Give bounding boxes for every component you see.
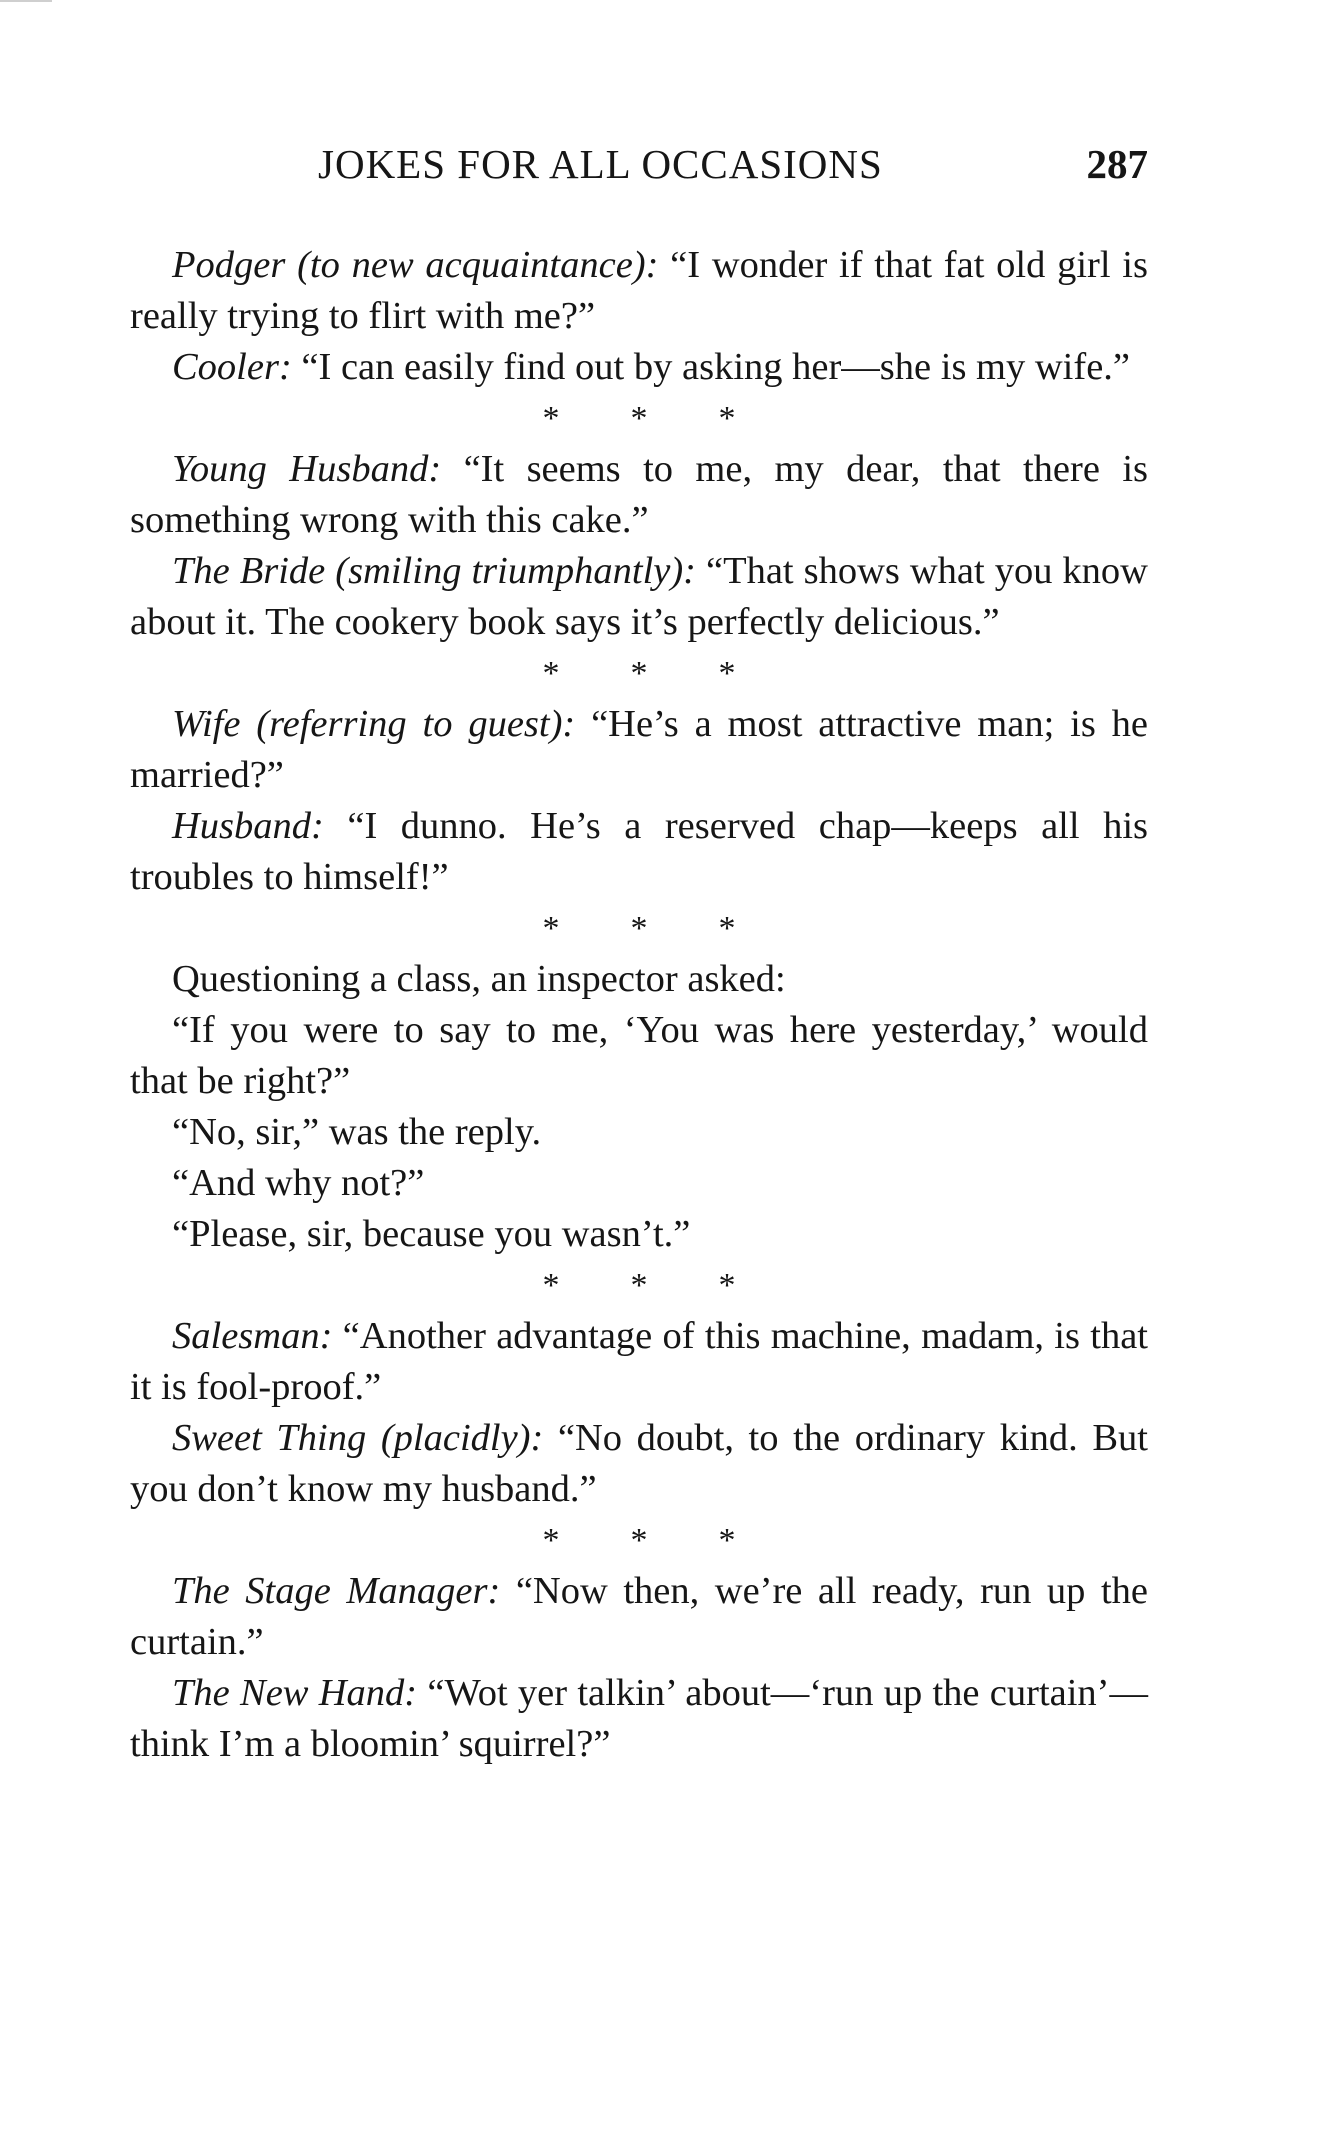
asterisk: * — [718, 400, 736, 437]
dialogue-text: “Please, sir, because you wasn’t.” — [172, 1213, 691, 1255]
page-header — [130, 140, 1148, 196]
asterisk: * — [630, 1522, 648, 1559]
asterisk: * — [542, 1267, 560, 1304]
asterisk: * — [630, 655, 648, 692]
running-title: JOKES FOR ALL OCCASIONS — [318, 141, 883, 187]
asterisk: * — [718, 1267, 736, 1304]
asterisk: * — [718, 910, 736, 947]
speaker-label: The Bride (smiling triumphantly): — [172, 550, 696, 592]
speaker-label: Cooler: — [172, 346, 292, 388]
dialogue-line — [130, 240, 1148, 342]
asterisk: * — [718, 655, 736, 692]
dialogue-text: “If you were to say to me, ‘You was here yesterday,’ would that be right?” — [130, 1009, 1148, 1102]
speaker-label: Wife (referring to guest): — [172, 703, 576, 745]
asterisk: * — [542, 1522, 560, 1559]
dialogue-line — [130, 699, 1148, 801]
asterisk: * — [630, 1267, 648, 1304]
speaker-label: Salesman: — [172, 1315, 333, 1357]
asterisk: * — [630, 910, 648, 947]
asterism-separator — [130, 903, 1148, 954]
dialogue-line — [130, 1107, 1148, 1158]
asterisk: * — [542, 910, 560, 947]
joke — [130, 240, 1148, 393]
dialogue-text: “That shows what you know about it. The cookery book says it’s perfectly delicious.” — [130, 550, 1148, 643]
asterisk: * — [718, 1522, 736, 1559]
jokes-text — [130, 240, 1148, 1770]
joke — [130, 1566, 1148, 1770]
scan-edge-line — [0, 0, 52, 2]
dialogue-line — [130, 1005, 1148, 1107]
dialogue-line — [130, 1311, 1148, 1413]
speaker-label: The Stage Manager: — [172, 1570, 501, 1612]
joke — [130, 699, 1148, 903]
asterism-separator — [130, 648, 1148, 699]
speaker-label: Podger (to new acquaintance): — [172, 244, 659, 286]
dialogue-text: “Wot yer talkin’ about—‘run up the curtain’—think I’m a bloomin’ squirrel?” — [130, 1672, 1148, 1765]
joke — [130, 1311, 1148, 1515]
dialogue-text: “He’s a most attractive man; is he married?” — [130, 703, 1148, 796]
dialogue-text: “No, sir,” was the reply. — [172, 1111, 542, 1153]
dialogue-text: “I wonder if that fat old girl is really trying to flirt with me?” — [130, 244, 1148, 337]
speaker-label: Husband: — [172, 805, 324, 847]
dialogue-text: “And why not?” — [172, 1162, 425, 1204]
asterisk: * — [542, 655, 560, 692]
joke — [130, 444, 1148, 648]
speaker-label: Young Husband: — [172, 448, 442, 490]
joke — [130, 954, 1148, 1260]
dialogue-line — [130, 444, 1148, 546]
dialogue-text: “Now then, we’re all ready, run up the curtain.” — [130, 1570, 1148, 1663]
dialogue-text: “I can easily find out by asking her—she is my wife.” — [291, 346, 1131, 388]
dialogue-line — [130, 342, 1148, 393]
dialogue-text: “Another advantage of this machine, madam, is that it is fool-proof.” — [130, 1315, 1148, 1408]
dialogue-line — [130, 1158, 1148, 1209]
speaker-label: The New Hand: — [172, 1672, 418, 1714]
asterisk: * — [542, 400, 560, 437]
speaker-label: Sweet Thing (placidly): — [172, 1417, 544, 1459]
narration-line — [130, 954, 1148, 1005]
asterism-separator — [130, 393, 1148, 444]
dialogue-line — [130, 1668, 1148, 1770]
dialogue-line — [130, 1209, 1148, 1260]
dialogue-line — [130, 1413, 1148, 1515]
dialogue-line — [130, 801, 1148, 903]
asterism-separator — [130, 1515, 1148, 1566]
page-number: 287 — [1086, 141, 1148, 187]
asterism-separator — [130, 1260, 1148, 1311]
dialogue-text: “It seems to me, my dear, that there is something wrong with this cake.” — [130, 448, 1148, 541]
dialogue-text: “No doubt, to the ordinary kind. But you don’t know my husband.” — [130, 1417, 1148, 1510]
dialogue-line — [130, 1566, 1148, 1668]
dialogue-line — [130, 546, 1148, 648]
asterisk: * — [630, 400, 648, 437]
narration-text: Questioning a class, an inspector asked: — [172, 958, 786, 1000]
dialogue-text: “I dunno. He’s a reserved chap—keeps all his troubles to himself!” — [130, 805, 1148, 898]
